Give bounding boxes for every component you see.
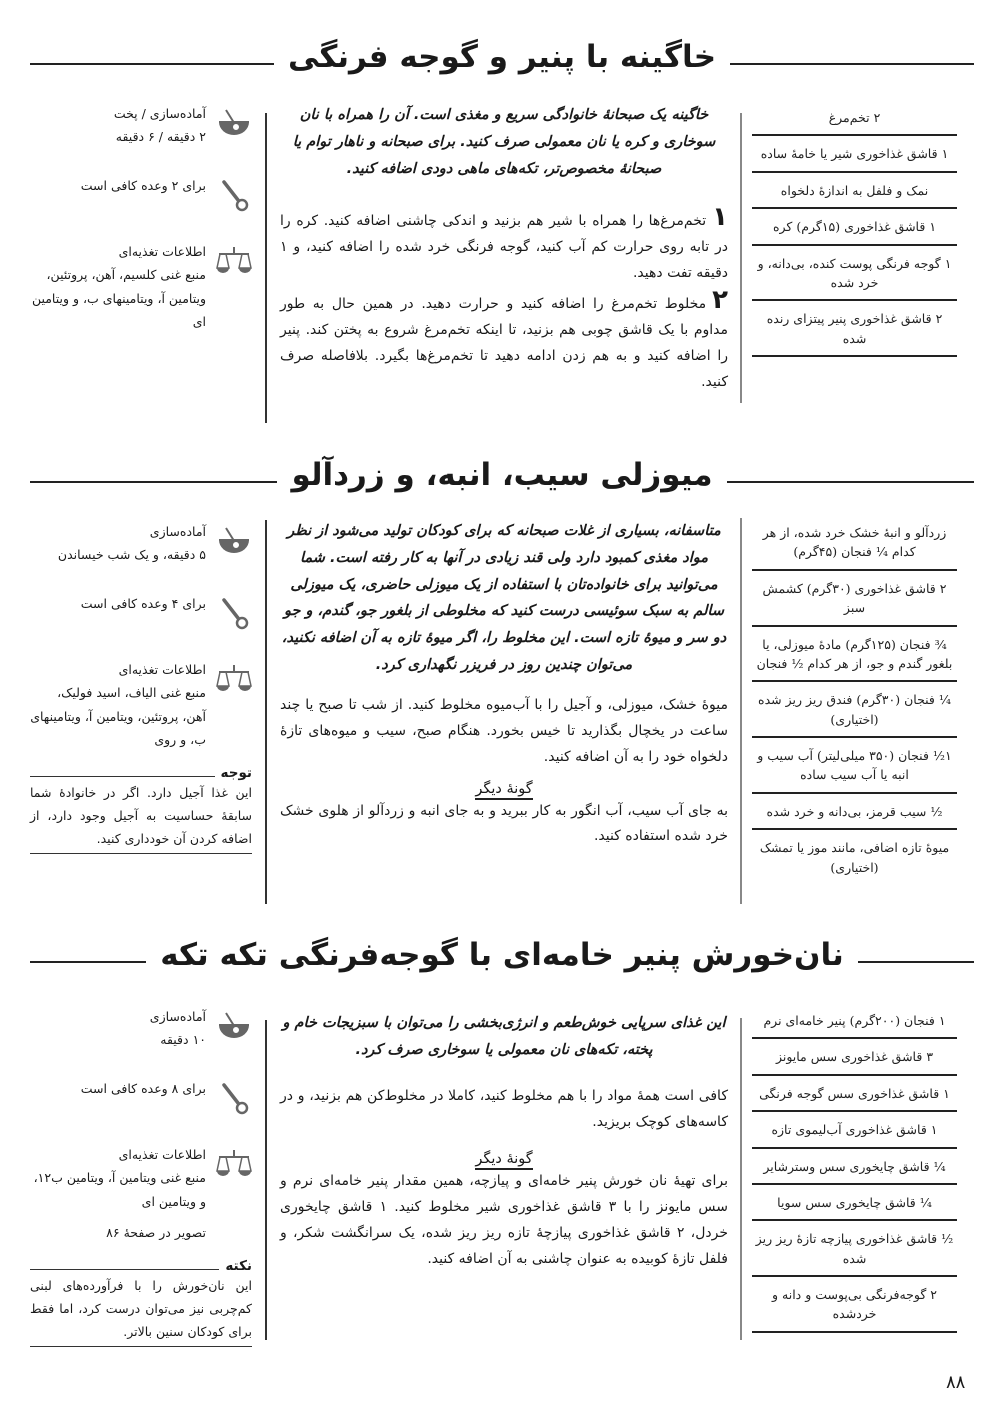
tip-title: نکته xyxy=(225,1257,252,1274)
scales-icon xyxy=(216,662,252,698)
recipe-2-body: میوهٔ خشک، میوزلی، و آجیل را با آب‌میوه مخلوط کنید. از شب تا صبح یا چند ساعت در یخچال بگذارید تا خیس بخورد. هنگام صبح، سیب و میوه‌های تازهٔ دلخواه خود را به آن اضافه کنید. xyxy=(280,696,728,765)
tip-box xyxy=(30,1258,252,1347)
nutrition-label: اطلاعات تغذیه‌ای xyxy=(118,244,206,260)
nutrition-info xyxy=(30,658,252,751)
nutrition-text xyxy=(30,240,206,333)
spoon-icon xyxy=(216,596,252,632)
ingredient: ۲ قاشق غذاخوری پنیر پیتزای رنده شده xyxy=(752,301,957,357)
step xyxy=(280,204,728,287)
recipe-2-info xyxy=(30,520,252,854)
servings-text: برای ۲ وعده کافی است xyxy=(80,178,206,194)
recipe-1-title-row xyxy=(30,32,974,82)
step-text: تخم‌مرغ‌ها را همراه با شیر هم بزنید و اندکی چاشنی اضافه کنید. کره را در تابه روی حرارت کم آب کنید، گوجه فرنگی خرد شده را اضافه کنید، و ۱ دقیقه تفت دهید. xyxy=(280,213,728,282)
ingredient: زردآلو و انبهٔ خشک خرد شده، از هر کدام ¼ فنجان (۴۵گرم) xyxy=(752,515,957,571)
ingredient: ۲ گوجه‌فرنگی بی‌پوست و دانه و خردشده xyxy=(752,1277,957,1333)
ingredients-divider xyxy=(740,113,742,403)
step-number: ۲ xyxy=(712,285,728,316)
ingredient: ۳ قاشق غذاخوری سس مایونز xyxy=(752,1039,957,1075)
bowl-icon xyxy=(216,524,252,560)
scales-icon xyxy=(216,244,252,280)
recipe-3-title-row xyxy=(30,930,974,980)
step xyxy=(280,287,728,396)
spoon-icon xyxy=(216,1081,252,1117)
recipe-3-title: نان‌خورش پنیر خامه‌ای با گوجه‌فرنگی تکه تکه xyxy=(160,937,844,973)
page-number: ۸۸ xyxy=(946,1372,966,1393)
nutrition-value: منبع غنی الیاف، اسید فولیک، آهن، پروتئین، ویتامین آ، ویتامینهای ب، و روی xyxy=(30,685,206,747)
recipe-2-title-row xyxy=(30,450,974,500)
recipe-1-steps xyxy=(280,204,728,395)
scales-icon xyxy=(216,1147,252,1183)
recipe-2-intro: متاسفانه، بسیاری از غلات صبحانه که برای کودکان تولید می‌شود از نظر مواد مغذی کمبود دارد ولی قند زیادی در آنها به کار رفته است. شما می‌توانید برای خانواده‌تان با استفاده از یک میوزلی حاضری، یک میوزلی سالم به سبک سوئیسی درست کنید که مخلوطی از بلغور جو، گندم، و جو دو سر و میوهٔ تازه است. این مخلوط را، اگر میوهٔ تازه به آن اضافه نکنید، می‌توان چندین روز در فریزر نگهداری کرد. xyxy=(281,523,727,674)
recipe-1-info xyxy=(30,102,252,359)
title-rule-left xyxy=(30,63,274,65)
note-title: توجه xyxy=(220,764,252,781)
recipe-3-info xyxy=(30,1005,252,1347)
recipe-1-title: خاگینه با پنیر و گوجه فرنگی xyxy=(287,39,717,75)
step-number: ۱ xyxy=(712,202,728,233)
sidebar-divider xyxy=(265,113,267,423)
title-rule-right xyxy=(858,961,974,963)
recipe-3-ingredients xyxy=(752,1003,957,1333)
servings-info xyxy=(30,174,252,214)
ingredient: ¼ قاشق چایخوری سس سویا xyxy=(752,1185,957,1221)
nutrition-value: منبع غنی ویتامین آ، ویتامین ب۱۲، و ویتامین ای xyxy=(33,1170,206,1209)
nutrition-info xyxy=(30,240,252,333)
servings-info xyxy=(30,592,252,632)
ingredient: ¾ فنجان (۱۲۵گرم) مادهٔ میوزلی، یا بلغور گندم و جو، از هر کدام ½ فنجان xyxy=(752,627,957,683)
spoon-icon xyxy=(216,178,252,214)
note-rule xyxy=(30,776,215,777)
servings-info xyxy=(30,1077,252,1117)
photo-reference: تصویر در صفحهٔ ۸۶ xyxy=(106,1224,206,1240)
ingredient: ۲ تخم‌مرغ xyxy=(752,100,957,136)
tip-rule xyxy=(30,1269,219,1270)
ingredients-divider xyxy=(740,518,742,904)
title-rule-right xyxy=(727,481,974,483)
prep-time-info xyxy=(30,520,252,566)
ingredient: ۱½ فنجان (۳۵۰ میلی‌لیتر) آب سیب و انبه یا آب سیب ساده xyxy=(752,738,957,794)
nutrition-info xyxy=(30,1143,252,1212)
recipe-2-method xyxy=(280,518,728,850)
recipe-1-method xyxy=(280,102,728,396)
ingredient: ۱ قاشق غذاخوری آب‌لیموی تازه xyxy=(752,1112,957,1148)
ingredient: ۱ قاشق غذاخوری سس گوجه فرنگی xyxy=(752,1076,957,1112)
ingredient: ¼ قاشق چایخوری سس وسترشایر xyxy=(752,1149,957,1185)
ingredient: ۱ گوجه فرنگی پوست کنده، بی‌دانه، و خرد شده xyxy=(752,246,957,302)
variant-text: برای تهیهٔ نان خورش پنیر خامه‌ای و پیازچه، همین مقدار پنیر خامه‌ای نرم و سس مایونز را با ۳ قاشق غذاخوری شیر مخلوط کنید. ۱ قاشق چایخوری خردل، ۲ قاشق غذاخوری پیازچهٔ تازه ریز ریز شده، یک سرانگشت شکر، و فلفل تازهٔ کوبیده به عنوان چاشنی به آن اضافه کنید. xyxy=(280,1173,728,1268)
nutrition-value: منبع غنی کلسیم، آهن، پروتئین، ویتامین آ، ویتامینهای ب، و ویتامین ای xyxy=(31,267,206,329)
variant-heading xyxy=(280,1151,728,1167)
prep-time-info xyxy=(30,1005,252,1051)
servings-text: برای ۴ وعده کافی است xyxy=(80,596,206,612)
step-text: مخلوط تخم‌مرغ را اضافه کنید و حرارت دهید. در همین حال به طور مداوم با یک قاشق چوبی هم بزنید، تا اینکه تخم‌مرغ شروع به پختن کند. پنیر را اضافه کنید و به هم زدن ادامه دهید تا تخم‌مرغ‌ها بگیرد. بلافاصله صرف کنید. xyxy=(280,296,728,390)
sidebar-divider xyxy=(265,1020,267,1340)
title-rule-left xyxy=(30,961,146,963)
recipe-2-title: میوزلی سیب، انبه، و زردآلو xyxy=(291,457,713,493)
nutrition-text xyxy=(30,658,206,751)
variant-title: گونهٔ دیگر xyxy=(475,1151,532,1170)
bowl-icon xyxy=(216,106,252,142)
sidebar-divider xyxy=(265,520,267,904)
nutrition-text xyxy=(30,1143,206,1212)
recipe-1-intro: خاگینه یک صبحانهٔ خانوادگی سریع و مغذی است. آن را همراه با نان سوخاری و کره یا نان معمولی صرف کنید. برای صبحانه و ناهار توام یا صبحانهٔ مخصوص‌تر، تکه‌های ماهی دودی اضافه کنید. xyxy=(292,107,716,177)
ingredients-divider xyxy=(740,1018,742,1340)
nutrition-label: اطلاعات تغذیه‌ای xyxy=(118,1147,206,1163)
ingredient: ۱ قاشق غذاخوری شیر یا خامهٔ ساده xyxy=(752,136,957,172)
tip-header xyxy=(30,1258,252,1274)
title-rule-right xyxy=(730,63,974,65)
recipe-1-ingredients xyxy=(752,100,957,357)
prep-value: ۲ دقیقه / ۶ دقیقه xyxy=(115,129,206,145)
ingredient: نمک و فلفل به اندازهٔ دلخواه xyxy=(752,173,957,209)
variant-text: به جای آب سیب، آب انگور به کار ببرید و به جای انبه و زردآلو از هلوی خشک خرد شده استفاده کنید. xyxy=(280,802,728,845)
prep-label: آماده‌سازی xyxy=(149,1009,206,1024)
note-box xyxy=(30,765,252,854)
ingredient: ¼ فنجان (۳۰گرم) فندق ریز ریز شده (اختیاری) xyxy=(752,682,957,738)
ingredient: ۱ قاشق غذاخوری (۱۵گرم) کره xyxy=(752,209,957,245)
prep-time-info xyxy=(30,102,252,148)
note-header xyxy=(30,765,252,781)
title-rule-left xyxy=(30,481,277,483)
prep-time-text xyxy=(30,520,206,566)
ingredient: میوهٔ تازه اضافی، مانند موز یا تمشک (اختیاری) xyxy=(759,840,950,875)
prep-value: ۱۰ دقیقه xyxy=(160,1032,206,1048)
note-text: این غذا آجیل دارد. اگر در خانوادهٔ شما سابقهٔ حساسیت به آجیل وجود دارد، از اضافه کردن آن خودداری کنید. xyxy=(30,781,252,854)
bowl-icon xyxy=(216,1009,252,1045)
recipe-2-ingredients xyxy=(752,515,957,884)
variant-heading xyxy=(280,781,728,797)
recipe-3-intro: این غذای سرپایی خوش‌طعم و انرژی‌بخشی را می‌توان با سبزیجات خام و پخته، تکه‌های نان معمولی یا سوخاری صرف کرد. xyxy=(282,1015,726,1058)
recipe-3-body: کافی است همهٔ مواد را با هم مخلوط کنید، کاملا در مخلوط‌کن هم بزنید، و در کاسه‌های کوچک بریزید. xyxy=(280,1087,728,1130)
ingredient: ۱ فنجان (۲۰۰گرم) پنیر خامه‌ای نرم xyxy=(752,1003,957,1039)
prep-label: آماده‌سازی / پخت xyxy=(113,106,206,121)
prep-time-text xyxy=(30,102,206,148)
prep-label: آماده‌سازی xyxy=(149,524,206,539)
ingredient: ½ سیب قرمز، بی‌دانه و خرد شده xyxy=(752,794,957,830)
tip-text: این نان‌خورش را با فرآورده‌های لبنی کم‌چربی نیز می‌توان درست کرد، اما فقط برای کودکان سنین بالاتر. xyxy=(30,1274,252,1347)
prep-value: ۵ دقیقه، و یک شب خیساندن xyxy=(57,547,206,563)
variant-title: گونهٔ دیگر xyxy=(475,781,532,800)
servings-text: برای ۸ وعده کافی است xyxy=(80,1081,206,1097)
ingredient: ۲ قاشق غذاخوری (۳۰گرم) کشمش سبز xyxy=(752,571,957,627)
prep-time-text xyxy=(30,1005,206,1051)
recipe-3-method xyxy=(280,1010,728,1273)
ingredient: ½ قاشق غذاخوری پیازچه تازهٔ ریز ریز شده xyxy=(752,1221,957,1277)
nutrition-label: اطلاعات تغذیه‌ای xyxy=(118,662,206,678)
